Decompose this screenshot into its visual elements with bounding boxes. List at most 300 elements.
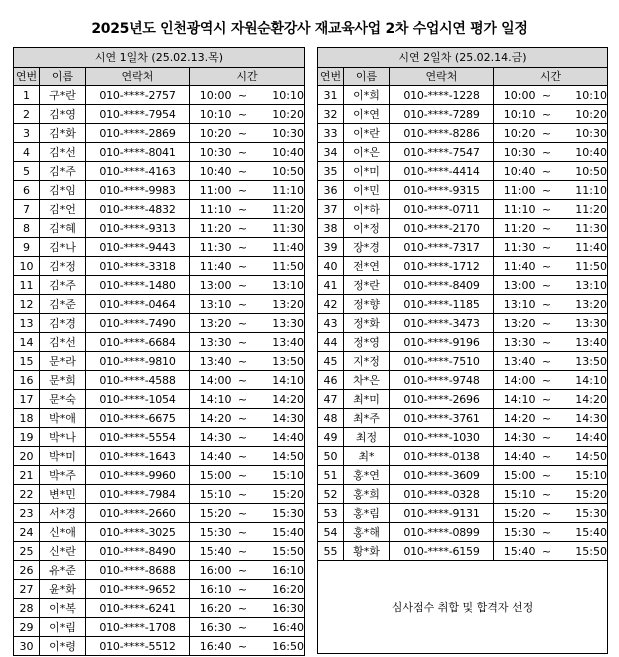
row-start-time: 15:00 (190, 466, 232, 485)
table-row (318, 200, 608, 219)
row-phone: 010-****-2170 (390, 219, 494, 238)
row-start-time: 10:10 (494, 105, 536, 124)
row-end-time: 14:40 (558, 428, 608, 447)
row-phone: 010-****-8688 (86, 561, 190, 580)
row-start-time: 14:30 (494, 428, 536, 447)
row-end-time: 10:30 (254, 124, 305, 143)
row-end-time: 13:50 (558, 352, 608, 371)
row-start-time: 15:10 (494, 485, 536, 504)
row-name: 김*경 (40, 314, 86, 333)
row-phone: 010-****-6241 (86, 599, 190, 618)
row-number: 29 (14, 618, 40, 637)
table-row (318, 485, 608, 504)
row-number: 25 (14, 542, 40, 561)
row-number: 43 (318, 314, 344, 333)
table-row (318, 143, 608, 162)
row-number: 33 (318, 124, 344, 143)
row-name: 박*주 (40, 466, 86, 485)
row-number: 17 (14, 390, 40, 409)
table-row (318, 314, 608, 333)
table-row (14, 295, 305, 314)
row-end-time: 14:30 (254, 409, 305, 428)
row-name: 김*정 (40, 257, 86, 276)
row-time-separator: ~ (232, 428, 254, 447)
row-phone: 010-****-1185 (390, 295, 494, 314)
row-number: 28 (14, 599, 40, 618)
row-number: 26 (14, 561, 40, 580)
row-name: 이*민 (344, 181, 390, 200)
row-name: 이*미 (344, 162, 390, 181)
col-header-phone: 연락처 (390, 68, 494, 86)
row-end-time: 16:50 (254, 637, 305, 656)
row-start-time: 16:40 (190, 637, 232, 656)
table-row (14, 86, 305, 105)
row-end-time: 16:20 (254, 580, 305, 599)
row-phone: 010-****-1228 (390, 86, 494, 105)
row-phone: 010-****-7984 (86, 485, 190, 504)
row-time-separator: ~ (536, 390, 558, 409)
row-time-separator: ~ (232, 371, 254, 390)
row-end-time: 10:10 (254, 86, 305, 105)
row-start-time: 11:10 (494, 200, 536, 219)
row-name: 홍*연 (344, 466, 390, 485)
row-time-separator: ~ (536, 162, 558, 181)
row-start-time: 10:30 (494, 143, 536, 162)
row-end-time: 11:20 (558, 200, 608, 219)
col-header-time: 시간 (190, 68, 305, 86)
row-end-time: 10:30 (558, 124, 608, 143)
table-row (318, 162, 608, 181)
table-row (318, 105, 608, 124)
row-end-time: 11:10 (254, 181, 305, 200)
row-end-time: 15:30 (254, 504, 305, 523)
row-start-time: 14:10 (494, 390, 536, 409)
row-start-time: 13:30 (494, 333, 536, 352)
row-phone: 010-****-0711 (390, 200, 494, 219)
row-phone: 010-****-8409 (390, 276, 494, 295)
table-row (14, 219, 305, 238)
row-phone: 010-****-1643 (86, 447, 190, 466)
row-time-separator: ~ (536, 257, 558, 276)
row-start-time: 11:10 (190, 200, 232, 219)
row-time-separator: ~ (536, 86, 558, 105)
row-start-time: 15:20 (190, 504, 232, 523)
row-start-time: 10:00 (190, 86, 232, 105)
row-time-separator: ~ (232, 599, 254, 618)
row-phone: 010-****-3318 (86, 257, 190, 276)
row-start-time: 10:40 (494, 162, 536, 181)
row-start-time: 13:20 (494, 314, 536, 333)
row-name: 정*향 (344, 295, 390, 314)
row-number: 7 (14, 200, 40, 219)
row-time-separator: ~ (232, 561, 254, 580)
row-time-separator: ~ (232, 162, 254, 181)
row-name: 유*준 (40, 561, 86, 580)
row-start-time: 13:10 (190, 295, 232, 314)
row-name: 김*혜 (40, 219, 86, 238)
table-row (318, 257, 608, 276)
col-header-num: 연번 (318, 68, 344, 86)
row-number: 31 (318, 86, 344, 105)
row-time-separator: ~ (536, 276, 558, 295)
row-name: 변*민 (40, 485, 86, 504)
day2-schedule-table (317, 47, 608, 654)
row-number: 4 (14, 143, 40, 162)
row-start-time: 10:10 (190, 105, 232, 124)
row-start-time: 15:10 (190, 485, 232, 504)
row-name: 이*림 (40, 618, 86, 637)
row-time-separator: ~ (536, 447, 558, 466)
row-phone: 010-****-5512 (86, 637, 190, 656)
row-name: 문*숙 (40, 390, 86, 409)
row-phone: 010-****-6675 (86, 409, 190, 428)
row-phone: 010-****-4163 (86, 162, 190, 181)
row-phone: 010-****-9315 (390, 181, 494, 200)
row-phone: 010-****-2660 (86, 504, 190, 523)
row-name: 정*영 (344, 333, 390, 352)
row-name: 김*영 (40, 105, 86, 124)
row-end-time: 14:40 (254, 428, 305, 447)
table-row (14, 504, 305, 523)
row-number: 35 (318, 162, 344, 181)
table-row (318, 333, 608, 352)
row-start-time: 13:40 (494, 352, 536, 371)
row-number: 32 (318, 105, 344, 124)
row-end-time: 14:20 (558, 390, 608, 409)
table-row (14, 333, 305, 352)
row-name: 이*하 (344, 200, 390, 219)
row-start-time: 13:20 (190, 314, 232, 333)
table-row (318, 523, 608, 542)
row-name: 김*언 (40, 200, 86, 219)
row-number: 13 (14, 314, 40, 333)
row-name: 박*나 (40, 428, 86, 447)
row-name: 이*복 (40, 599, 86, 618)
row-time-separator: ~ (232, 409, 254, 428)
row-number: 24 (14, 523, 40, 542)
row-start-time: 14:10 (190, 390, 232, 409)
row-end-time: 11:30 (254, 219, 305, 238)
row-name: 박*애 (40, 409, 86, 428)
row-name: 이*란 (344, 124, 390, 143)
row-time-separator: ~ (536, 352, 558, 371)
row-time-separator: ~ (232, 504, 254, 523)
row-time-separator: ~ (536, 314, 558, 333)
day1-schedule-table (13, 47, 305, 656)
row-time-separator: ~ (232, 314, 254, 333)
table-row (318, 295, 608, 314)
row-end-time: 13:20 (558, 295, 608, 314)
row-end-time: 15:10 (558, 466, 608, 485)
row-end-time: 10:20 (254, 105, 305, 124)
row-phone: 010-****-1708 (86, 618, 190, 637)
row-number: 38 (318, 219, 344, 238)
row-name: 서*경 (40, 504, 86, 523)
row-number: 51 (318, 466, 344, 485)
row-start-time: 15:40 (190, 542, 232, 561)
row-number: 36 (318, 181, 344, 200)
row-number: 16 (14, 371, 40, 390)
row-end-time: 13:40 (254, 333, 305, 352)
row-start-time: 10:20 (494, 124, 536, 143)
row-number: 9 (14, 238, 40, 257)
row-phone: 010-****-7490 (86, 314, 190, 333)
row-phone: 010-****-0328 (390, 485, 494, 504)
table-row (14, 542, 305, 561)
row-phone: 010-****-8041 (86, 143, 190, 162)
row-name: 최*미 (344, 390, 390, 409)
table-row (318, 390, 608, 409)
row-start-time: 14:20 (190, 409, 232, 428)
row-end-time: 13:40 (558, 333, 608, 352)
row-start-time: 16:20 (190, 599, 232, 618)
row-start-time: 13:10 (494, 295, 536, 314)
row-name: 김*나 (40, 238, 86, 257)
row-phone: 010-****-6684 (86, 333, 190, 352)
row-end-time: 15:40 (254, 523, 305, 542)
row-start-time: 15:30 (494, 523, 536, 542)
row-start-time: 13:00 (494, 276, 536, 295)
row-end-time: 11:50 (254, 257, 305, 276)
row-start-time: 14:30 (190, 428, 232, 447)
row-name: 전*연 (344, 257, 390, 276)
row-number: 47 (318, 390, 344, 409)
row-name: 최정 (344, 428, 390, 447)
row-start-time: 10:40 (190, 162, 232, 181)
day2-header: 시연 2일차 (25.02.14.금) (318, 48, 608, 68)
table-row (14, 618, 305, 637)
row-end-time: 14:10 (558, 371, 608, 390)
row-name: 정*란 (344, 276, 390, 295)
row-time-separator: ~ (232, 257, 254, 276)
row-start-time: 16:00 (190, 561, 232, 580)
row-start-time: 13:30 (190, 333, 232, 352)
table-row (318, 238, 608, 257)
row-end-time: 15:10 (254, 466, 305, 485)
row-number: 44 (318, 333, 344, 352)
row-number: 3 (14, 124, 40, 143)
row-end-time: 11:50 (558, 257, 608, 276)
row-number: 46 (318, 371, 344, 390)
row-name: 지*정 (344, 352, 390, 371)
row-phone: 010-****-3609 (390, 466, 494, 485)
row-phone: 010-****-1054 (86, 390, 190, 409)
table-row (318, 428, 608, 447)
row-name: 김*준 (40, 295, 86, 314)
table-row (14, 200, 305, 219)
row-name: 윤*화 (40, 580, 86, 599)
table-row (14, 181, 305, 200)
row-end-time: 10:50 (254, 162, 305, 181)
row-time-separator: ~ (232, 523, 254, 542)
row-phone: 010-****-1480 (86, 276, 190, 295)
row-end-time: 10:10 (558, 86, 608, 105)
row-number: 55 (318, 542, 344, 561)
row-number: 12 (14, 295, 40, 314)
row-phone: 010-****-5554 (86, 428, 190, 447)
row-number: 41 (318, 276, 344, 295)
row-phone: 010-****-0138 (390, 447, 494, 466)
row-number: 39 (318, 238, 344, 257)
row-time-separator: ~ (232, 580, 254, 599)
table-row (14, 637, 305, 656)
row-phone: 010-****-9196 (390, 333, 494, 352)
row-phone: 010-****-4588 (86, 371, 190, 390)
row-time-separator: ~ (536, 295, 558, 314)
row-time-separator: ~ (232, 333, 254, 352)
table-row (14, 238, 305, 257)
table-row (318, 124, 608, 143)
table-row (14, 428, 305, 447)
row-end-time: 13:50 (254, 352, 305, 371)
row-name: 신*란 (40, 542, 86, 561)
row-start-time: 15:30 (190, 523, 232, 542)
row-name: 이*정 (344, 219, 390, 238)
row-name: 김*선 (40, 333, 86, 352)
row-time-separator: ~ (232, 352, 254, 371)
table-row (14, 257, 305, 276)
row-number: 30 (14, 637, 40, 656)
row-time-separator: ~ (536, 200, 558, 219)
row-phone: 010-****-7547 (390, 143, 494, 162)
row-number: 49 (318, 428, 344, 447)
note-row (318, 561, 608, 654)
row-time-separator: ~ (232, 637, 254, 656)
row-number: 37 (318, 200, 344, 219)
row-end-time: 13:30 (558, 314, 608, 333)
row-end-time: 14:20 (254, 390, 305, 409)
table-row (14, 352, 305, 371)
row-time-separator: ~ (232, 390, 254, 409)
table-row (14, 371, 305, 390)
row-time-separator: ~ (536, 219, 558, 238)
row-time-separator: ~ (536, 143, 558, 162)
col-header-num: 연번 (14, 68, 40, 86)
col-header-name: 이름 (344, 68, 390, 86)
evaluation-note: 심사점수 취합 및 합격자 선정 (318, 561, 608, 654)
row-start-time: 11:40 (190, 257, 232, 276)
row-name: 신*애 (40, 523, 86, 542)
row-time-separator: ~ (536, 504, 558, 523)
row-name: 홍*해 (344, 523, 390, 542)
row-phone: 010-****-7289 (390, 105, 494, 124)
row-name: 최* (344, 447, 390, 466)
table-row (318, 219, 608, 238)
row-end-time: 14:50 (254, 447, 305, 466)
row-number: 54 (318, 523, 344, 542)
row-name: 김*선 (40, 143, 86, 162)
table-row (14, 561, 305, 580)
row-time-separator: ~ (536, 371, 558, 390)
row-time-separator: ~ (232, 219, 254, 238)
table-row (318, 504, 608, 523)
row-time-separator: ~ (232, 295, 254, 314)
row-end-time: 15:30 (558, 504, 608, 523)
table-row (14, 314, 305, 333)
row-phone: 010-****-2696 (390, 390, 494, 409)
row-start-time: 11:20 (494, 219, 536, 238)
row-time-separator: ~ (232, 143, 254, 162)
row-name: 김*화 (40, 124, 86, 143)
row-phone: 010-****-4832 (86, 200, 190, 219)
row-number: 11 (14, 276, 40, 295)
row-phone: 010-****-7317 (390, 238, 494, 257)
table-row (14, 390, 305, 409)
row-time-separator: ~ (232, 542, 254, 561)
row-end-time: 10:40 (558, 143, 608, 162)
table-row (14, 143, 305, 162)
row-time-separator: ~ (536, 105, 558, 124)
row-time-separator: ~ (232, 276, 254, 295)
row-end-time: 16:10 (254, 561, 305, 580)
row-time-separator: ~ (536, 409, 558, 428)
row-name: 정*화 (344, 314, 390, 333)
row-time-separator: ~ (536, 238, 558, 257)
row-name: 문*희 (40, 371, 86, 390)
row-time-separator: ~ (232, 447, 254, 466)
row-name: 문*라 (40, 352, 86, 371)
row-number: 27 (14, 580, 40, 599)
row-start-time: 11:00 (190, 181, 232, 200)
row-phone: 010-****-2869 (86, 124, 190, 143)
row-phone: 010-****-8286 (390, 124, 494, 143)
row-start-time: 10:00 (494, 86, 536, 105)
col-header-time: 시간 (494, 68, 608, 86)
row-start-time: 16:30 (190, 618, 232, 637)
row-time-separator: ~ (232, 105, 254, 124)
row-time-separator: ~ (536, 466, 558, 485)
row-phone: 010-****-9313 (86, 219, 190, 238)
row-phone: 010-****-2757 (86, 86, 190, 105)
row-number: 8 (14, 219, 40, 238)
row-name: 차*은 (344, 371, 390, 390)
row-end-time: 16:40 (254, 618, 305, 637)
row-start-time: 14:40 (494, 447, 536, 466)
row-phone: 010-****-9960 (86, 466, 190, 485)
row-end-time: 11:40 (558, 238, 608, 257)
row-time-separator: ~ (536, 485, 558, 504)
row-phone: 010-****-9983 (86, 181, 190, 200)
row-time-separator: ~ (536, 181, 558, 200)
row-number: 45 (318, 352, 344, 371)
row-number: 10 (14, 257, 40, 276)
row-number: 18 (14, 409, 40, 428)
row-start-time: 14:20 (494, 409, 536, 428)
row-number: 2 (14, 105, 40, 124)
table-row (318, 352, 608, 371)
row-start-time: 13:40 (190, 352, 232, 371)
row-time-separator: ~ (232, 181, 254, 200)
row-end-time: 11:20 (254, 200, 305, 219)
day1-header: 시연 1일차 (25.02.13.목) (14, 48, 305, 68)
row-number: 23 (14, 504, 40, 523)
row-time-separator: ~ (232, 124, 254, 143)
row-start-time: 14:00 (494, 371, 536, 390)
table-row (318, 542, 608, 561)
row-phone: 010-****-9748 (390, 371, 494, 390)
row-name: 최*주 (344, 409, 390, 428)
row-end-time: 15:50 (558, 542, 608, 561)
row-number: 50 (318, 447, 344, 466)
row-number: 1 (14, 86, 40, 105)
table-row (14, 409, 305, 428)
row-phone: 010-****-0464 (86, 295, 190, 314)
row-end-time: 11:40 (254, 238, 305, 257)
row-number: 42 (318, 295, 344, 314)
table-row (318, 276, 608, 295)
row-phone: 010-****-9652 (86, 580, 190, 599)
row-end-time: 13:30 (254, 314, 305, 333)
